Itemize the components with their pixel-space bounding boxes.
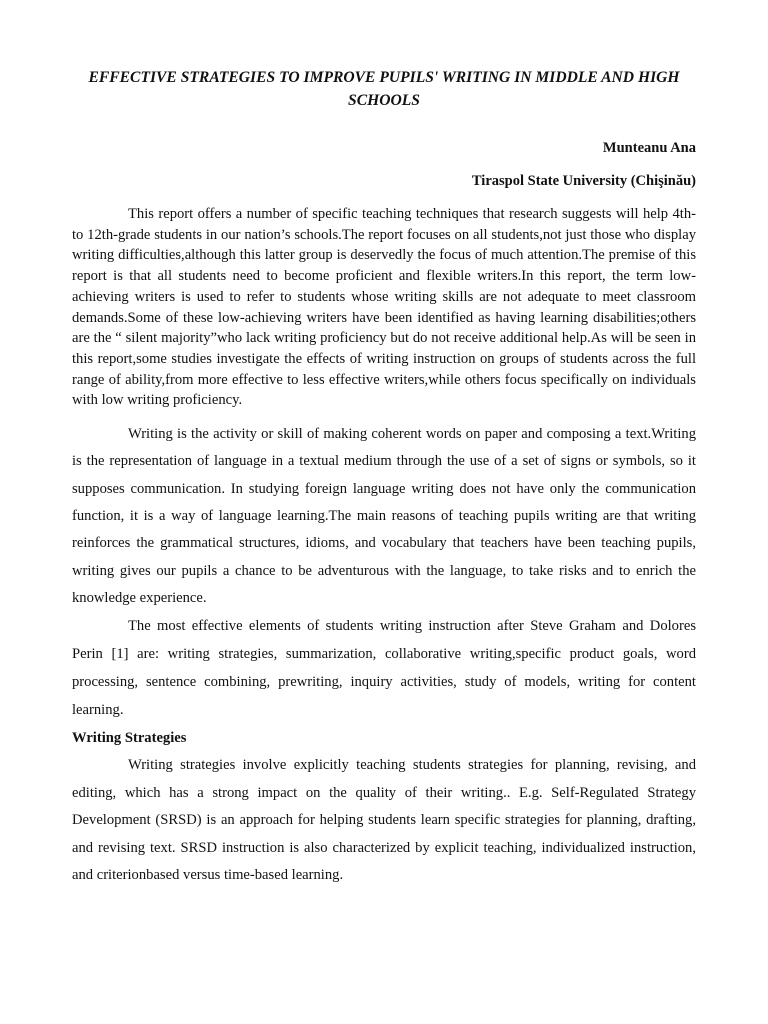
author-affiliation: Tiraspol State University (Chişinău) [471, 173, 696, 189]
document-page [72, 66, 696, 890]
body-paragraph-4: Writing strategies involve explicitly teaching students strategies for planning, revising, and editing, which has a strong impact on the quality of their writing.. E.g. Self-Regulated Strategy Development (SRSD) is an approach for helping students learn specific strategies for planning, drafting, and revising text. SRSD instruction is also characterized by explicit teaching, individualized instruction, and criterionbased versus time-based learning. [72, 757, 696, 884]
body-paragraph-3: The most effective elements of students writing instruction after Steve Graham and Dolores Perin [1] are: writing strategies, summarization, collaborative writing,specific product goals, word processing, sentence combining, prewriting, inquiry activities, study of models, writing for content learning. [72, 618, 696, 719]
author-name: Munteanu Ana [602, 140, 696, 156]
section-heading-writing-strategies: Writing Strategies [72, 730, 187, 747]
body-paragraph-1: This report offers a number of specific teaching techniques that research suggests will help 4th- to 12th-grade students in our nation’s schools.The report focuses on all students,not just those who display writing difficulties,although this latter group is deservedly the focus of much attention.The premise of this report is that all students need to become proficient and flexible writers.In this report, the term low-achieving writers is used to refer to students whose writing skills are not adequate to meet classroom demands.Some of these low-achieving writers have been identified as having learning disabilities;others are the “ silent majority”who lack writing proficiency but do not receive additional help.As will be seen in this report,some studies investigate the effects of writing instruction on groups of students across the full range of ability,from more effective to less effective writers,while others focus specifically on individuals with low writing proficiency. [72, 206, 696, 409]
body-paragraph-2: Writing is the activity or skill of making coherent words on paper and composing a text.Writing is the representation of language in a textual medium through the use of a set of signs or symbols, so it supposes communication. In studying foreign language writing does not have only the communication function, it is a way of language learning.The main reasons of teaching pupils writing are that writing reinforces the grammatical structures, idioms, and vocabulary that teachers have been teaching pupils, writing gives our pupils a chance to be adventurous with the language, to take risks and to enrich the knowledge experience. [72, 426, 696, 606]
paper-title: EFFECTIVE STRATEGIES TO IMPROVE PUPILS' WRITING IN MIDDLE AND HIGH SCHOOLS [88, 69, 680, 109]
